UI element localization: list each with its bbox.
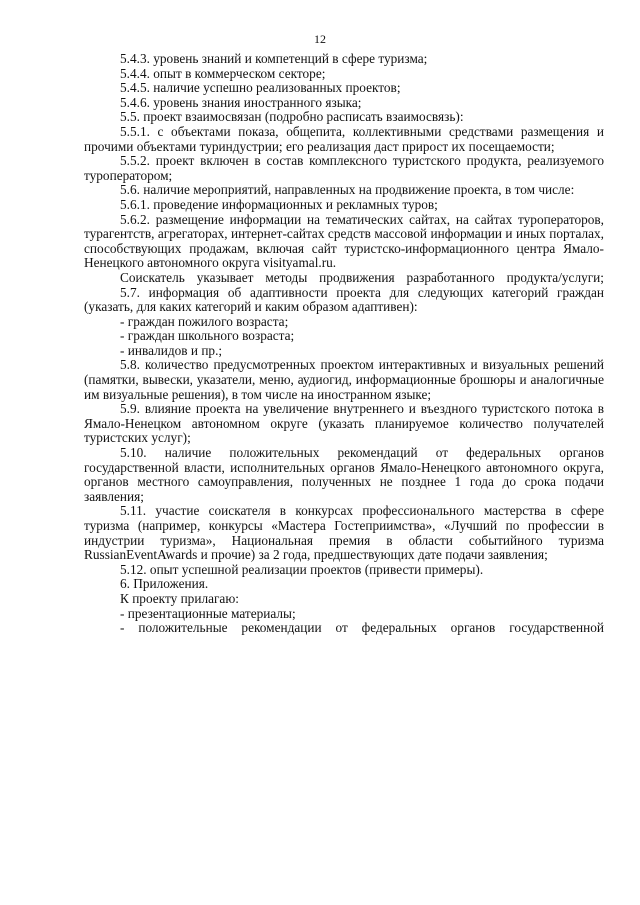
list-item-school-age: - граждан школьного возраста;	[120, 328, 295, 344]
document-body	[84, 52, 604, 636]
list-item-elderly: - граждан пожилого возраста;	[120, 313, 289, 329]
paragraph-5-5-1: 5.5.1. с объектами показа, общепита, коллективными средствами размещения и прочими объектами туриндустрии; его реализация даст прирост их посещаемости;	[84, 123, 604, 154]
list-item-recommendations: - положительные рекомендации от федеральных органов государственной	[120, 620, 604, 636]
paragraph-5-4-3: 5.4.3. уровень знаний и компетенций в сфере туризма;	[120, 51, 428, 66]
paragraph-attach-intro: К проекту прилагаю:	[120, 590, 239, 606]
paragraph-5-12: 5.12. опыт успешной реализации проектов (привести примеры).	[120, 561, 484, 577]
paragraph-5-6-1: 5.6.1. проведение информационных и рекламных туров;	[120, 196, 438, 212]
paragraph-5-5-2: 5.5.2. проект включен в состав комплексного туристского продукта, реализуемого туроператором;	[84, 153, 604, 183]
paragraph-5-7: 5.7. информация об адаптивности проекта для следующих категорий граждан (указать, для каких категорий и каким образом адаптивен):	[84, 284, 604, 315]
list-item-presentation: - презентационные материалы;	[120, 605, 296, 621]
paragraph-5-9: 5.9. влияние проекта на увеличение внутреннего и въездного туристского потока в Ямало-Ненецком автономном округе (указать планируемое количество получателей туристских услуг);	[84, 401, 604, 446]
list-item-disabled: - инвалидов и пр.;	[120, 342, 223, 358]
paragraph-applicant-methods: Соискатель указывает методы продвижения разработанного продукта/услуги;	[120, 269, 604, 285]
paragraph-5-11: 5.11. участие соискателя в конкурсах профессионального мастерства в сфере туризма (например, конкурсы «Мастера Гостеприимства», «Лучший по профессии в индустрии туризма», Национальная премия в области событийного туризма RussianEventAwards и прочие) за 2 года, предшествующих дате подачи заявления;	[84, 503, 604, 563]
section-heading-attachments: 6. Приложения.	[120, 576, 209, 592]
paragraph-5-10: 5.10. наличие положительных рекомендаций от федеральных органов государственной власти, исполнительных органов Ямало-Ненецкого автономного округа, органов местного самоуправления, полученных не позднее 1 года до срока подачи заявления;	[84, 445, 604, 504]
page-number: 12	[314, 32, 326, 46]
paragraph-5-8: 5.8. количество предусмотренных проектом интерактивных и визуальных решений (памятки, вывески, указатели, меню, аудиогид, информационные брошюры и аналогичные им визуальные решения), в том числе на иностранном языке;	[84, 357, 604, 402]
paragraph-5-6: 5.6. наличие мероприятий, направленных на продвижение проекта, в том числе:	[120, 182, 575, 198]
paragraph-5-6-2: 5.6.2. размещение информации на тематических сайтах, на сайтах туроператоров, турагентств, агрегаторах, интернет-сайтах средств массовой информации и иных порталах, способствующих продажам, включая сайт туристско-информационного центра Ямало-Ненецкого автономного округа visityamal.ru.	[84, 211, 604, 271]
paragraph-5-5: 5.5. проект взаимосвязан (подробно расписать взаимосвязь):	[120, 109, 464, 125]
paragraph-5-4-4: 5.4.4. опыт в коммерческом секторе;	[120, 65, 326, 81]
paragraph-5-4-6: 5.4.6. уровень знания иностранного языка;	[120, 94, 362, 110]
paragraph-5-4-5: 5.4.5. наличие успешно реализованных проектов;	[120, 80, 401, 96]
